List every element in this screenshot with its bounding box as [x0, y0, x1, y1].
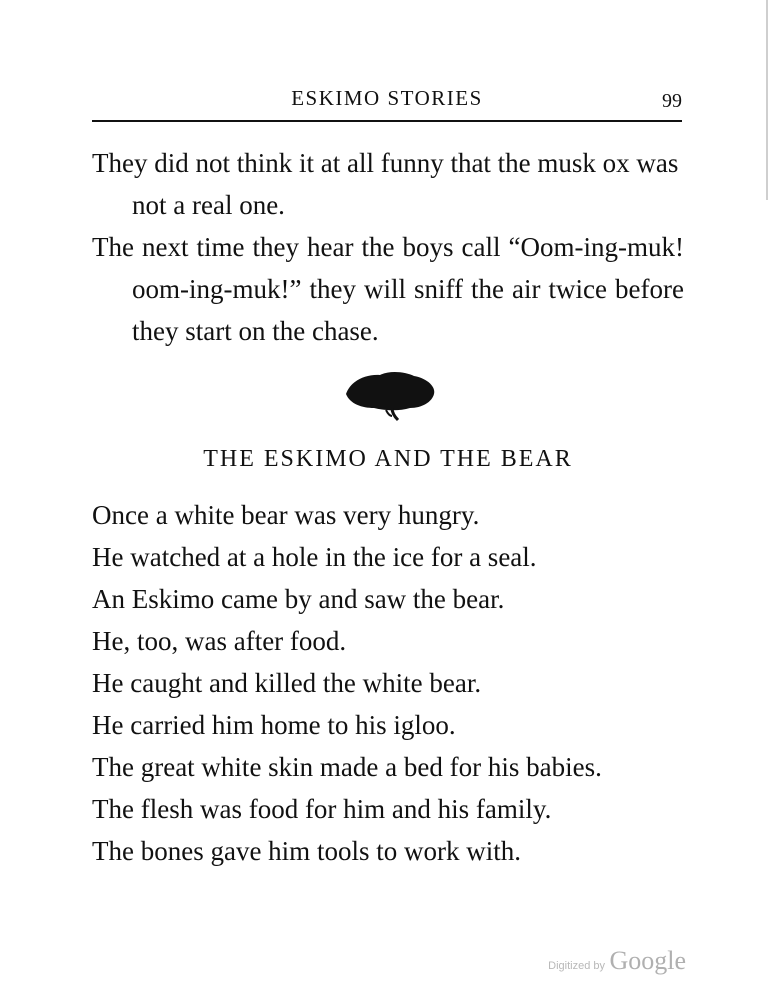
page-edge-line	[766, 0, 768, 200]
running-head	[92, 86, 682, 122]
story-line: The great white skin made a bed for his babies.	[92, 752, 602, 782]
story-text-block	[92, 494, 684, 872]
story-line: He, too, was after food.	[92, 626, 347, 656]
digitized-watermark	[548, 946, 686, 976]
story-line: He carried him home to his igloo.	[92, 710, 456, 740]
paragraph: The next time they hear the boys call “Oom-ing-muk! oom-ing-muk!” they will sniff the air twice before they start on the chase.	[92, 232, 684, 346]
story-line: The bones gave him tools to work with.	[92, 836, 521, 866]
section-title: THE ESKIMO AND THE BEAR	[203, 446, 573, 472]
watermark-brand: Google	[609, 946, 686, 975]
story-line: An Eskimo came by and saw the bear.	[92, 584, 505, 614]
page-number: 99	[662, 90, 682, 112]
watermark-prefix: Digitized by	[548, 960, 605, 972]
top-text-block	[92, 142, 684, 352]
story-line: He watched at a hole in the ice for a seal.	[92, 542, 537, 572]
story-line: The flesh was food for him and his family.	[92, 794, 552, 824]
running-title: ESKIMO STORIES	[291, 86, 483, 110]
paragraph: They did not think it at all funny that the musk ox was not a real one.	[92, 148, 679, 220]
leaf-ornament-icon	[340, 364, 440, 424]
story-line: He caught and killed the white bear.	[92, 668, 482, 698]
story-line: Once a white bear was very hungry.	[92, 500, 480, 530]
